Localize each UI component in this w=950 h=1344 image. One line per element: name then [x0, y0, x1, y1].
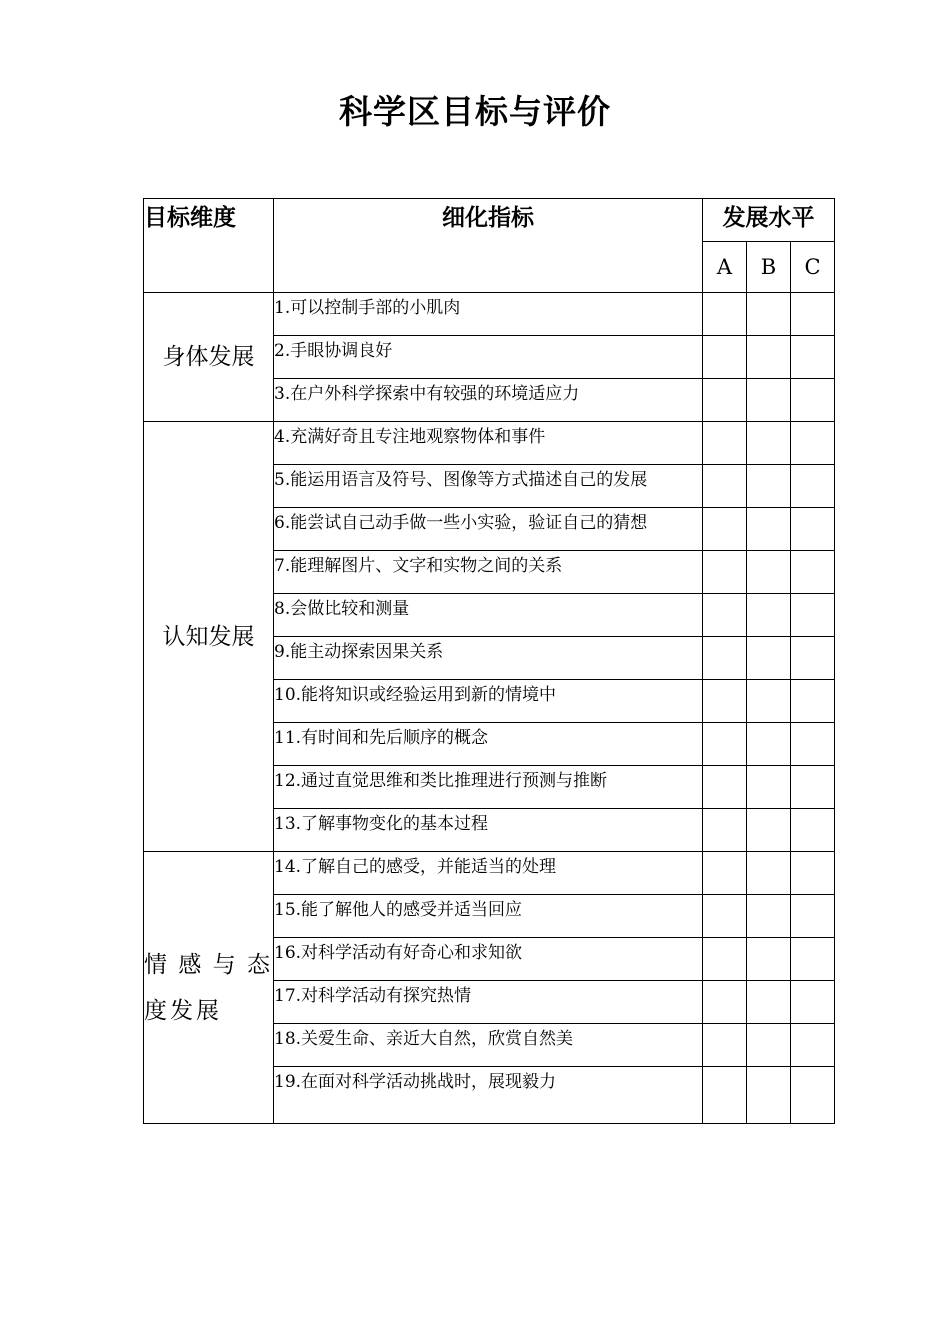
- score-cell-c[interactable]: [791, 293, 835, 336]
- score-cell-c[interactable]: [791, 766, 835, 809]
- score-cell-b[interactable]: [747, 379, 791, 422]
- score-cell-a[interactable]: [703, 852, 747, 895]
- indicator-cell: 2.手眼协调良好: [274, 336, 703, 379]
- indicator-cell: 18.关爱生命、亲近大自然，欣赏自然美: [274, 1024, 703, 1067]
- indicator-cell: 15.能了解他人的感受并适当回应: [274, 895, 703, 938]
- score-cell-a[interactable]: [703, 680, 747, 723]
- score-cell-c[interactable]: [791, 336, 835, 379]
- evaluation-table: [143, 198, 835, 1124]
- indicator-cell: 11.有时间和先后顺序的概念: [274, 723, 703, 766]
- header-indicator: 细化指标: [274, 199, 703, 293]
- score-cell-b[interactable]: [747, 293, 791, 336]
- score-cell-a[interactable]: [703, 293, 747, 336]
- score-cell-a[interactable]: [703, 379, 747, 422]
- score-cell-c[interactable]: [791, 1067, 835, 1124]
- score-cell-a[interactable]: [703, 508, 747, 551]
- score-cell-c[interactable]: [791, 637, 835, 680]
- score-cell-a[interactable]: [703, 422, 747, 465]
- score-cell-c[interactable]: [791, 680, 835, 723]
- header-dimension: 目标维度: [144, 199, 274, 293]
- score-cell-c[interactable]: [791, 508, 835, 551]
- score-cell-b[interactable]: [747, 551, 791, 594]
- indicator-cell: 3.在户外科学探索中有较强的环境适应力: [274, 379, 703, 422]
- score-cell-a[interactable]: [703, 723, 747, 766]
- score-cell-a[interactable]: [703, 465, 747, 508]
- score-cell-b[interactable]: [747, 336, 791, 379]
- header-level-b: B: [747, 242, 791, 293]
- header-level-a: A: [703, 242, 747, 293]
- score-cell-c[interactable]: [791, 809, 835, 852]
- score-cell-a[interactable]: [703, 766, 747, 809]
- indicator-cell: 10.能将知识或经验运用到新的情境中: [274, 680, 703, 723]
- score-cell-b[interactable]: [747, 895, 791, 938]
- score-cell-b[interactable]: [747, 508, 791, 551]
- score-cell-a[interactable]: [703, 981, 747, 1024]
- score-cell-c[interactable]: [791, 981, 835, 1024]
- indicator-cell: 4.充满好奇且专注地观察物体和事件: [274, 422, 703, 465]
- score-cell-c[interactable]: [791, 594, 835, 637]
- score-cell-b[interactable]: [747, 766, 791, 809]
- score-cell-b[interactable]: [747, 852, 791, 895]
- score-cell-b[interactable]: [747, 422, 791, 465]
- indicator-cell: 16.对科学活动有好奇心和求知欲: [274, 938, 703, 981]
- indicator-cell: 1.可以控制手部的小肌肉: [274, 293, 703, 336]
- score-cell-b[interactable]: [747, 680, 791, 723]
- score-cell-c[interactable]: [791, 465, 835, 508]
- score-cell-b[interactable]: [747, 938, 791, 981]
- page-title: 科学区目标与评价: [339, 92, 611, 131]
- dimension-cognitive: 认知发展: [144, 422, 274, 852]
- score-cell-c[interactable]: [791, 938, 835, 981]
- table-row: [144, 293, 835, 336]
- score-cell-a[interactable]: [703, 594, 747, 637]
- score-cell-b[interactable]: [747, 465, 791, 508]
- indicator-cell: 17.对科学活动有探究热情: [274, 981, 703, 1024]
- score-cell-a[interactable]: [703, 895, 747, 938]
- score-cell-a[interactable]: [703, 1024, 747, 1067]
- score-cell-c[interactable]: [791, 379, 835, 422]
- indicator-cell: 5.能运用语言及符号、图像等方式描述自己的发展: [274, 465, 703, 508]
- score-cell-c[interactable]: [791, 1024, 835, 1067]
- score-cell-a[interactable]: [703, 1067, 747, 1124]
- score-cell-b[interactable]: [747, 981, 791, 1024]
- score-cell-c[interactable]: [791, 852, 835, 895]
- header-level: 发展水平: [703, 199, 835, 242]
- score-cell-b[interactable]: [747, 1024, 791, 1067]
- score-cell-a[interactable]: [703, 336, 747, 379]
- indicator-cell: 8.会做比较和测量: [274, 594, 703, 637]
- indicator-cell: 13.了解事物变化的基本过程: [274, 809, 703, 852]
- score-cell-b[interactable]: [747, 723, 791, 766]
- score-cell-b[interactable]: [747, 637, 791, 680]
- indicator-cell: 9.能主动探索因果关系: [274, 637, 703, 680]
- score-cell-b[interactable]: [747, 809, 791, 852]
- header-level-c: C: [791, 242, 835, 293]
- table-row: [144, 852, 835, 895]
- score-cell-a[interactable]: [703, 551, 747, 594]
- score-cell-a[interactable]: [703, 938, 747, 981]
- score-cell-c[interactable]: [791, 895, 835, 938]
- dimension-physical: 身体发展: [144, 293, 274, 422]
- score-cell-c[interactable]: [791, 723, 835, 766]
- indicator-cell: 12.通过直觉思维和类比推理进行预测与推断: [274, 766, 703, 809]
- dimension-emotional: 情感与态度发展: [144, 852, 274, 1124]
- indicator-cell: 14.了解自己的感受，并能适当的处理: [274, 852, 703, 895]
- score-cell-b[interactable]: [747, 594, 791, 637]
- score-cell-a[interactable]: [703, 809, 747, 852]
- score-cell-c[interactable]: [791, 422, 835, 465]
- score-cell-c[interactable]: [791, 551, 835, 594]
- indicator-cell: 19.在面对科学活动挑战时，展现毅力: [274, 1067, 703, 1124]
- table-row: [144, 422, 835, 465]
- score-cell-a[interactable]: [703, 637, 747, 680]
- indicator-cell: 7.能理解图片、文字和实物之间的关系: [274, 551, 703, 594]
- score-cell-b[interactable]: [747, 1067, 791, 1124]
- indicator-cell: 6.能尝试自己动手做一些小实验，验证自己的猜想: [274, 508, 703, 551]
